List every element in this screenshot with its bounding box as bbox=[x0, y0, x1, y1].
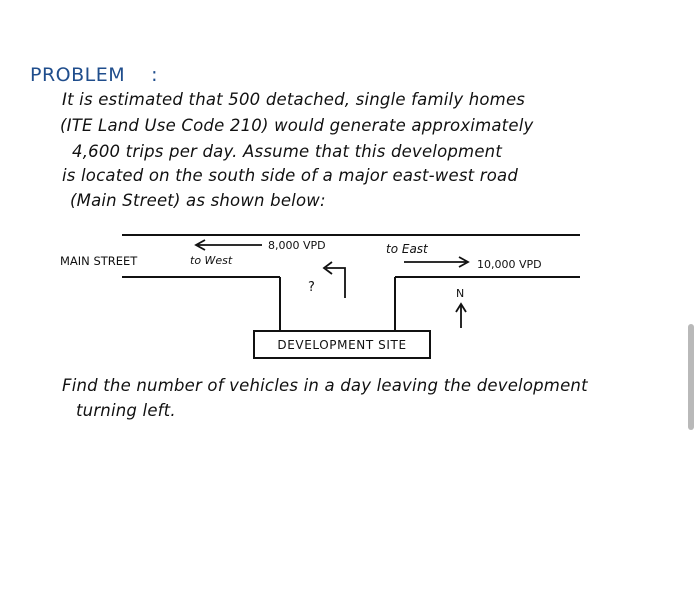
vertical-scrollbar[interactable] bbox=[688, 324, 694, 430]
north-letter-label: N bbox=[456, 287, 465, 300]
problem-line-2: (ITE Land Use Code 210) would generate approximately bbox=[60, 116, 534, 135]
street-name-label: MAIN STREET bbox=[60, 254, 138, 268]
question-line-1: Find the number of vehicles in a day leaving the development bbox=[62, 376, 588, 395]
problem-line-5: (Main Street) as shown below: bbox=[70, 191, 326, 210]
problem-heading-colon: : bbox=[151, 64, 159, 86]
problem-line-1: It is estimated that 500 detached, single family homes bbox=[62, 90, 526, 109]
west-volume-label: 8,000 VPD bbox=[268, 239, 326, 252]
west-direction-label: to West bbox=[190, 254, 233, 267]
question-line-2: turning left. bbox=[76, 401, 176, 420]
left-turn-question-mark: ? bbox=[308, 280, 315, 295]
east-direction-label: to East bbox=[386, 242, 428, 256]
east-volume-label: 10,000 VPD bbox=[477, 258, 542, 271]
problem-heading-text: PROBLEM bbox=[30, 64, 126, 86]
development-site-label: DEVELOPMENT SITE bbox=[277, 338, 407, 352]
problem-line-4: is located on the south side of a major east-west road bbox=[62, 166, 519, 185]
problem-line-3: 4,600 trips per day. Assume that this development bbox=[72, 142, 503, 161]
